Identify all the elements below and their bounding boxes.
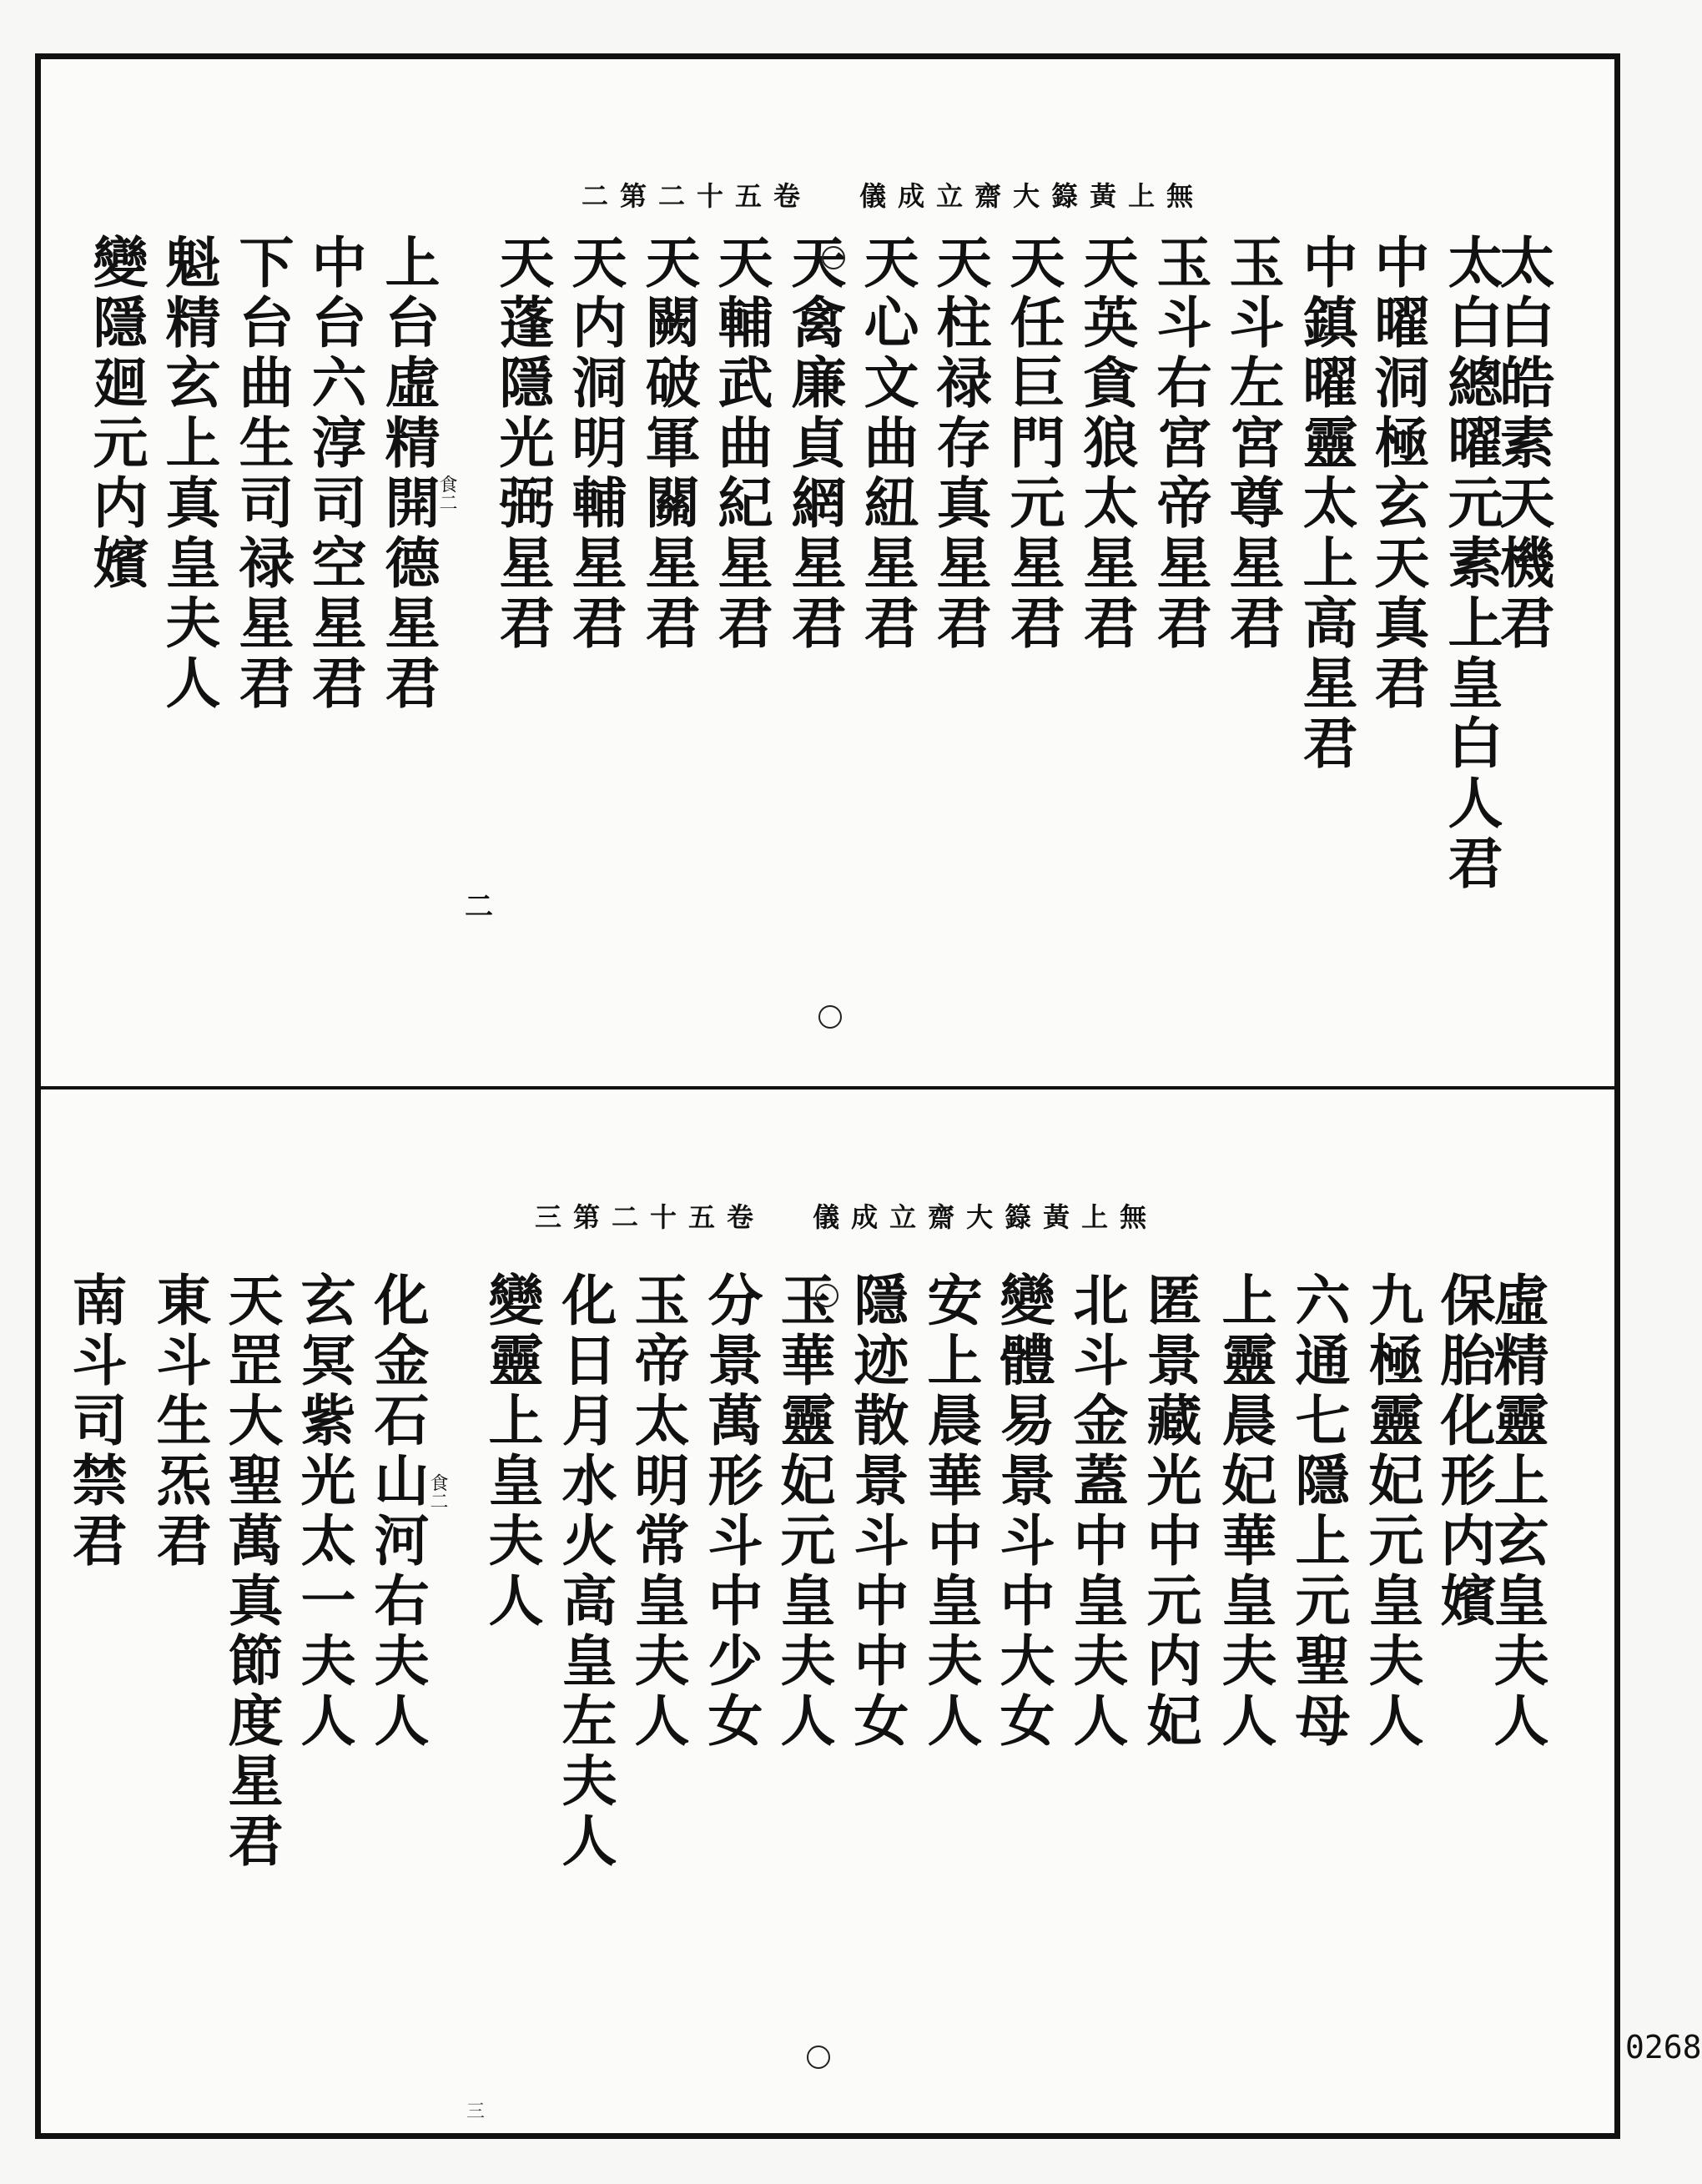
page-number: 三: [466, 2101, 486, 2122]
text-column: 九極靈妃元皇夫人: [1359, 1271, 1424, 1752]
text-column: 下台曲生司禄星君: [229, 234, 295, 714]
text-column: 變體易景斗中大女: [990, 1271, 1055, 1752]
text-column: 東斗生炁君: [147, 1271, 212, 1572]
punctuation-circle: [815, 1284, 838, 1307]
text-column: 虛精靈上玄皇夫人: [1484, 1271, 1549, 1752]
text-column: 南斗司禁君: [63, 1271, 128, 1572]
text-column: 中台六淳司空星君: [302, 234, 367, 714]
folio-mark: 食二: [436, 475, 457, 511]
page-number: 二: [465, 890, 493, 923]
text-column: 中曜洞極玄天真君: [1365, 234, 1430, 714]
punctuation-circle: [818, 1005, 842, 1029]
running-head-chapter: 卷五十二第二: [582, 180, 813, 212]
text-column: 魁精玄上真皇夫人: [156, 234, 221, 714]
running-head: [535, 1196, 1158, 1235]
text-column: 保胎化形内嬪: [1431, 1271, 1496, 1632]
text-column: 天蓬隱光弼星君: [490, 234, 555, 654]
text-column: 天心文曲紐星君: [854, 234, 919, 654]
running-head-title: 無上黃籙大齋立成儀: [813, 1201, 1159, 1233]
text-column: 天柱禄存真星君: [927, 234, 992, 654]
punctuation-circle: [807, 2046, 830, 2069]
text-column: 中鎮曜靈太上高星君: [1293, 234, 1358, 774]
text-column: 太白皓素天機君: [1490, 234, 1555, 654]
bottom-page: [41, 1089, 1614, 2133]
text-column: 天罡大聖萬真節度星君: [219, 1271, 284, 1872]
text-column: 天内洞明輔星君: [562, 234, 627, 654]
text-column: 安上晨華中皇夫人: [918, 1271, 983, 1752]
text-column: 上靈晨妃華皇夫人: [1212, 1271, 1277, 1752]
text-column: 分景萬形斗中少女: [698, 1271, 763, 1752]
punctuation-circle: [822, 246, 845, 269]
text-column: 變隱廻元内嬪: [83, 234, 149, 594]
text-column: 隱迹散景斗中中女: [844, 1271, 909, 1752]
running-head-title: 無上黃籙大齋立成儀: [859, 180, 1206, 212]
text-column: 玉斗左宮尊星君: [1220, 234, 1285, 654]
text-column: 變靈上皇夫人: [479, 1271, 544, 1632]
text-column: 玉帝太明常皇夫人: [625, 1271, 690, 1752]
running-head-chapter: 卷五十二第三: [535, 1201, 766, 1233]
text-column: 天禽廉貞網星君: [782, 234, 847, 654]
text-column: 玄冥紫光太一夫人: [291, 1271, 356, 1752]
text-column: 天闕破軍關星君: [636, 234, 701, 654]
text-column: 上台虛精開德星君: [375, 234, 441, 714]
text-column: 化金石山河右夫人: [365, 1271, 430, 1752]
text-column: 天英貪狼太星君: [1074, 234, 1139, 654]
text-column: 天任巨門元星君: [1000, 234, 1065, 654]
top-page: [41, 59, 1614, 1086]
text-column: 太白總曜元素上皇白人君: [1438, 234, 1503, 894]
folio-mark: 食二: [427, 1473, 448, 1510]
text-column: 北斗金蓋中皇夫人: [1064, 1271, 1129, 1752]
text-column: 匿景藏光中元内妃: [1137, 1271, 1202, 1752]
sheet-number: 0268: [1625, 2029, 1702, 2066]
text-column: 化日月水火高皇左夫人: [552, 1271, 617, 1872]
text-column: 玉華靈妃元皇夫人: [771, 1271, 836, 1752]
text-column: 玉斗右宮帝星君: [1147, 234, 1212, 654]
text-column: 天輔武曲紀星君: [708, 234, 773, 654]
running-head: [582, 175, 1205, 214]
text-column: 六通七隱上元聖母: [1286, 1271, 1351, 1752]
